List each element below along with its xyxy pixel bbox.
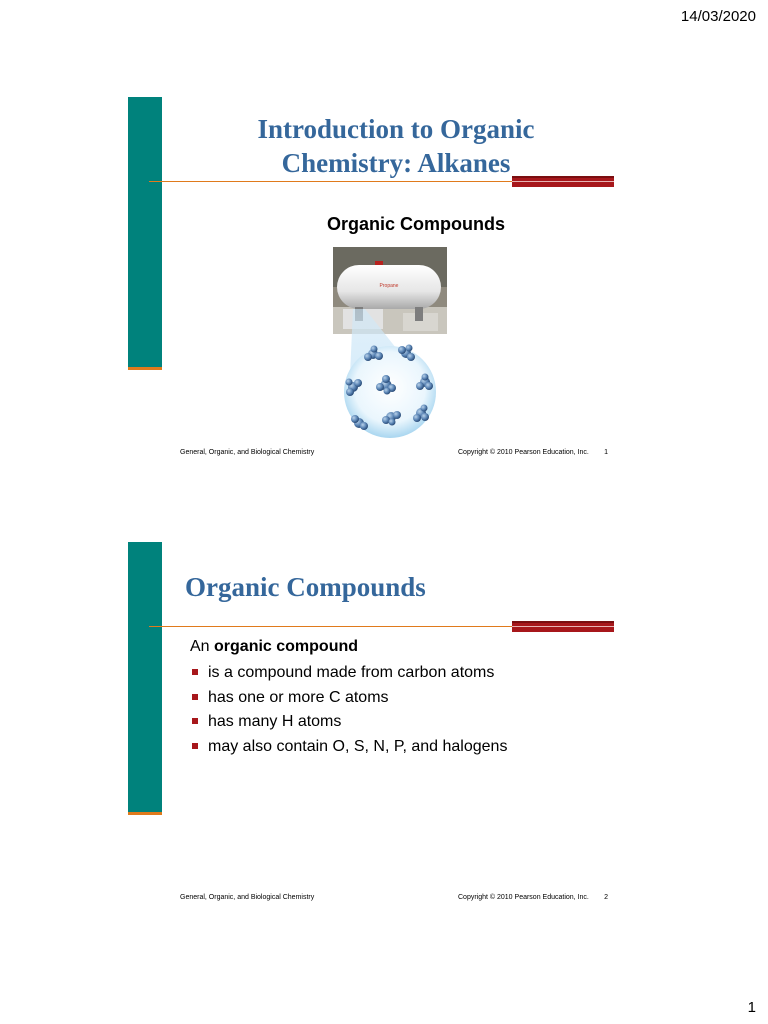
bullet-item: has one or more C atoms: [190, 686, 507, 711]
slide-title: Organic Compounds: [185, 572, 426, 602]
bullet-item: is a compound made from carbon atoms: [190, 661, 507, 686]
footer-slide-number: 1: [604, 449, 608, 456]
tank-brand-label: Propane: [379, 283, 399, 289]
print-date: 14/03/2020: [680, 8, 756, 25]
footer-course: General, Organic, and Biological Chemistry: [180, 894, 315, 901]
bullet-item: has many H atoms: [190, 710, 507, 735]
intro-prefix: An: [190, 638, 215, 655]
slide-1: [128, 97, 614, 456]
intro-term: organic compound: [214, 638, 359, 655]
slide-title-line-1: Introduction to Organic: [257, 114, 535, 144]
slide-2: [128, 542, 614, 901]
slide-subtitle: Organic Compounds: [326, 214, 505, 234]
slide-side-bar: [128, 542, 162, 815]
footer-slide-number: 2: [604, 894, 608, 901]
bullet-list: [190, 661, 507, 760]
footer-copyright: Copyright © 2010 Pearson Education, Inc.: [458, 894, 589, 901]
footer-copyright: Copyright © 2010 Pearson Education, Inc.: [458, 449, 589, 456]
slide-title-line-2: Chemistry: Alkanes: [281, 148, 511, 178]
propane-tank-illustration: [333, 247, 447, 442]
title-accent-bar: [512, 621, 614, 632]
definition-intro: [190, 638, 358, 656]
page-number: 1: [747, 999, 756, 1016]
bullet-item: may also contain O, S, N, P, and halogens: [190, 735, 507, 760]
slide-title: [178, 112, 614, 180]
slide-side-bar: [128, 97, 162, 370]
footer-course: General, Organic, and Biological Chemistry: [180, 449, 315, 456]
